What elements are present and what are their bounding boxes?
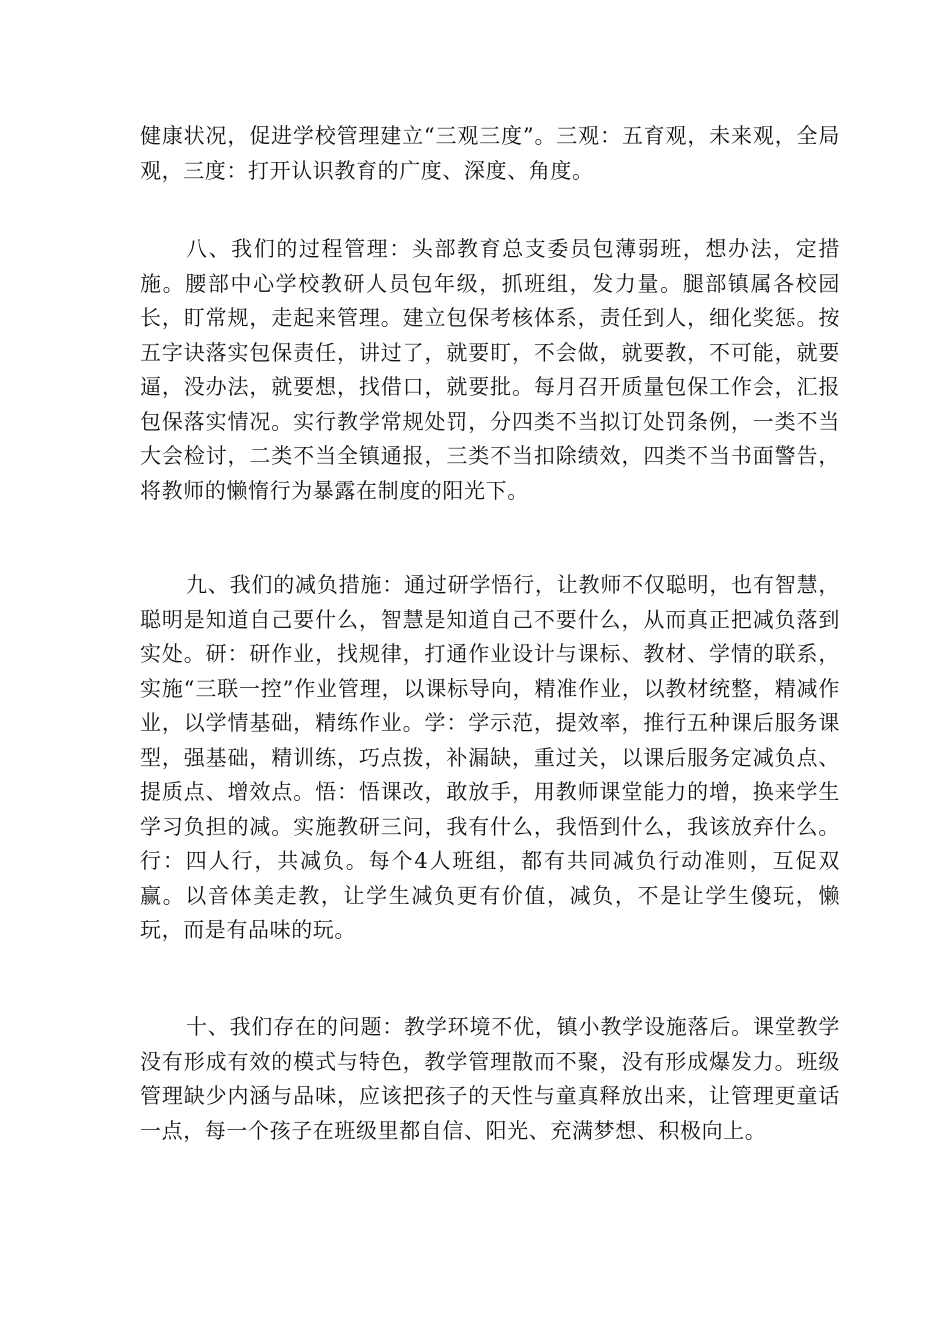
paragraph-process-management: 八、我们的过程管理：头部教育总支委员包薄弱班，想办法，定措施。腰部中心学校教研人员包年级，抓班组，发力量。腿部镇属各校园长，盯常规，走起来管理。建立包保考核体系，责任到人，细化奖惩。按五字诀落实包保责任，讲过了，就要盯，不会做，就要教，不可能，就要逼，没办法，就要想，找借口，就要批。每月召开质量包保工作会，汇报包保落实情况。实行教学常规处罚，分四类不当拟订处罚条例，一类不当大会检讨，二类不当全镇通报，三类不当扣除绩效，四类不当书面警告，将教师的懒惰行为暴露在制度的阳光下。 bbox=[140, 237, 840, 503]
paragraph-continuation: 健康状况，促进学校管理建立“三观三度”。三观：五育观，未来观，全局观，三度：打开认识教育的广度、深度、角度。 bbox=[140, 124, 840, 183]
paragraph-existing-problems: 十、我们存在的问题：教学环境不优，镇小教学设施落后。课堂教学没有形成有效的模式与特色，教学管理散而不聚，没有形成爆发力。班级管理缺少内涵与品味，应该把孩子的天性与童真释放出来，让管理更童话一点，每一个孩子在班级里都自信、阳光、充满梦想、积极向上。 bbox=[140, 1015, 840, 1143]
paragraph-burden-reduction: 九、我们的减负措施：通过研学悟行，让教师不仅聪明，也有智慧，聪明是知道自己要什么，智慧是知道自己不要什么，从而真正把减负落到实处。研：研作业，找规律，打通作业设计与课标、教材、学情的联系，实施“三联一控”作业管理，以课标导向，精准作业，以教材统整，精减作业，以学情基础，精练作业。学：学示范，提效率，推行五种课后服务课型，强基础，精训练，巧点拨，补漏缺，重过关，以课后服务定减负点、提质点、增效点。悟：悟课改，敢放手，用教师课堂能力的增，换来学生学习负担的减。实施教研三问，我有什么，我悟到什么，我该放弃什么。行：四人行，共减负。每个4人班组，都有共同减负行动准则，互促双赢。以音体美走教，让学生减负更有价值，减负，不是让学生傻玩，懒玩，而是有品味的玩。 bbox=[140, 573, 840, 942]
